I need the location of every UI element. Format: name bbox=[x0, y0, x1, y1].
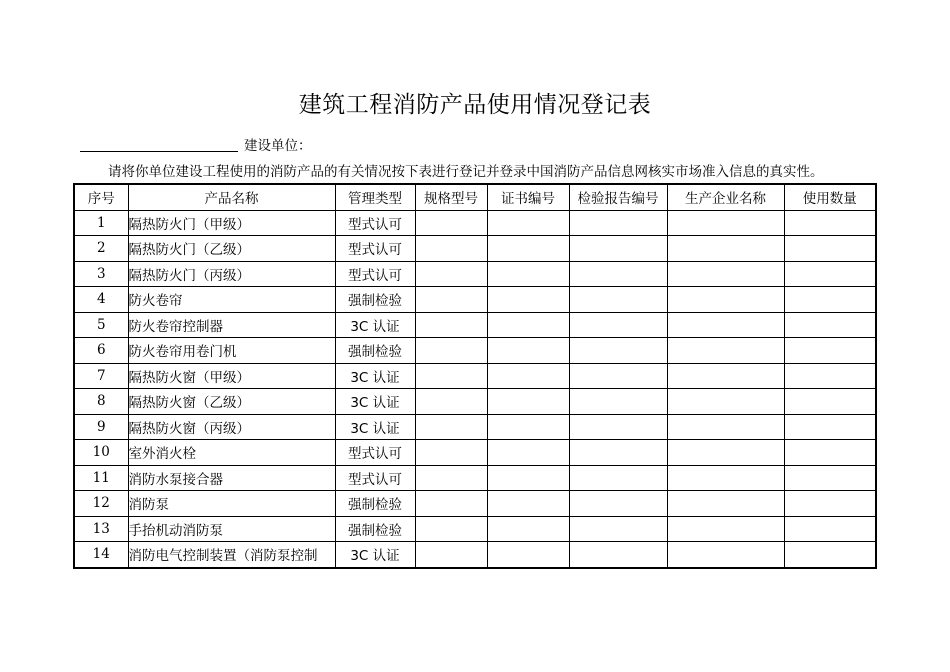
cell-serial-no: 7 bbox=[74, 363, 128, 389]
table-row bbox=[74, 338, 876, 364]
cell-product-name: 隔热防火窗（丙级） bbox=[128, 414, 335, 440]
cell-spec-model[interactable] bbox=[415, 389, 487, 415]
cell-test-report-no[interactable] bbox=[569, 491, 667, 517]
cell-certificate-no[interactable] bbox=[487, 465, 569, 491]
cell-certificate-no[interactable] bbox=[487, 516, 569, 542]
cell-certificate-no[interactable] bbox=[487, 363, 569, 389]
cell-quantity[interactable] bbox=[784, 261, 876, 287]
cell-serial-no: 6 bbox=[74, 338, 128, 364]
cell-product-name: 室外消火栓 bbox=[128, 440, 335, 466]
cell-quantity[interactable] bbox=[784, 414, 876, 440]
cell-quantity[interactable] bbox=[784, 440, 876, 466]
instruction-text: 请将你单位建设工程使用的消防产品的有关情况按下表进行登记并登录中国消防产品信息网核实市场准入信息的真实性。 bbox=[108, 164, 824, 180]
cell-spec-model[interactable] bbox=[415, 465, 487, 491]
cell-manufacturer[interactable] bbox=[667, 338, 784, 364]
cell-test-report-no[interactable] bbox=[569, 287, 667, 313]
cell-spec-model[interactable] bbox=[415, 516, 487, 542]
cell-test-report-no[interactable] bbox=[569, 542, 667, 568]
cell-serial-no: 4 bbox=[74, 287, 128, 313]
cell-management-type: 型式认可 bbox=[335, 261, 415, 287]
cell-management-type: 强制检验 bbox=[335, 287, 415, 313]
cell-spec-model[interactable] bbox=[415, 312, 487, 338]
cell-manufacturer[interactable] bbox=[667, 261, 784, 287]
cell-test-report-no[interactable] bbox=[569, 363, 667, 389]
cell-certificate-no[interactable] bbox=[487, 389, 569, 415]
cell-serial-no: 13 bbox=[74, 516, 128, 542]
cell-test-report-no[interactable] bbox=[569, 236, 667, 262]
cell-test-report-no[interactable] bbox=[569, 210, 667, 236]
table-row bbox=[74, 287, 876, 313]
cell-management-type: 型式认可 bbox=[335, 236, 415, 262]
cell-product-name: 隔热防火门（丙级） bbox=[128, 261, 335, 287]
cell-certificate-no[interactable] bbox=[487, 440, 569, 466]
cell-test-report-no[interactable] bbox=[569, 465, 667, 491]
cell-quantity[interactable] bbox=[784, 491, 876, 517]
cell-test-report-no[interactable] bbox=[569, 312, 667, 338]
header-manufacturer: 生产企业名称 bbox=[667, 184, 784, 210]
cell-certificate-no[interactable] bbox=[487, 414, 569, 440]
cell-management-type: 型式认可 bbox=[335, 440, 415, 466]
cell-product-name: 隔热防火窗（甲级） bbox=[128, 363, 335, 389]
header-certificate-no: 证书编号 bbox=[487, 184, 569, 210]
table-row bbox=[74, 389, 876, 415]
header-spec-model: 规格型号 bbox=[415, 184, 487, 210]
table-row bbox=[74, 363, 876, 389]
table-row bbox=[74, 465, 876, 491]
table-row bbox=[74, 312, 876, 338]
cell-manufacturer[interactable] bbox=[667, 312, 784, 338]
cell-serial-no: 11 bbox=[74, 465, 128, 491]
table-row bbox=[74, 491, 876, 517]
cell-manufacturer[interactable] bbox=[667, 236, 784, 262]
cell-product-name: 防火卷帘控制器 bbox=[128, 312, 335, 338]
cell-spec-model[interactable] bbox=[415, 440, 487, 466]
cell-quantity[interactable] bbox=[784, 210, 876, 236]
cell-manufacturer[interactable] bbox=[667, 210, 784, 236]
cell-management-type: 3C 认证 bbox=[335, 363, 415, 389]
cell-product-name: 隔热防火门（甲级） bbox=[128, 210, 335, 236]
cell-product-name: 隔热防火门（乙级） bbox=[128, 236, 335, 262]
cell-product-name: 消防泵 bbox=[128, 491, 335, 517]
cell-product-name: 手抬机动消防泵 bbox=[128, 516, 335, 542]
header-management-type: 管理类型 bbox=[335, 184, 415, 210]
cell-serial-no: 1 bbox=[74, 210, 128, 236]
cell-quantity[interactable] bbox=[784, 516, 876, 542]
cell-serial-no: 14 bbox=[74, 542, 128, 568]
cell-certificate-no[interactable] bbox=[487, 261, 569, 287]
page-title: 建筑工程消防产品使用情况登记表 bbox=[298, 92, 652, 118]
header-quantity: 使用数量 bbox=[784, 184, 876, 210]
table-row bbox=[74, 261, 876, 287]
cell-manufacturer[interactable] bbox=[667, 542, 784, 568]
cell-spec-model[interactable] bbox=[415, 210, 487, 236]
cell-manufacturer[interactable] bbox=[667, 491, 784, 517]
cell-test-report-no[interactable] bbox=[569, 338, 667, 364]
cell-manufacturer[interactable] bbox=[667, 363, 784, 389]
cell-spec-model[interactable] bbox=[415, 261, 487, 287]
cell-quantity[interactable] bbox=[784, 312, 876, 338]
header-test-report-no: 检验报告编号 bbox=[569, 184, 667, 210]
cell-serial-no: 12 bbox=[74, 491, 128, 517]
cell-spec-model[interactable] bbox=[415, 236, 487, 262]
cell-test-report-no[interactable] bbox=[569, 261, 667, 287]
cell-certificate-no[interactable] bbox=[487, 287, 569, 313]
cell-product-name: 隔热防火窗（乙级） bbox=[128, 389, 335, 415]
registration-table bbox=[73, 183, 877, 569]
cell-quantity[interactable] bbox=[784, 389, 876, 415]
cell-management-type: 强制检验 bbox=[335, 338, 415, 364]
table-row bbox=[74, 542, 876, 568]
cell-quantity[interactable] bbox=[784, 236, 876, 262]
cell-certificate-no[interactable] bbox=[487, 542, 569, 568]
cell-spec-model[interactable] bbox=[415, 414, 487, 440]
cell-certificate-no[interactable] bbox=[487, 210, 569, 236]
cell-quantity[interactable] bbox=[784, 287, 876, 313]
cell-serial-no: 3 bbox=[74, 261, 128, 287]
cell-test-report-no[interactable] bbox=[569, 389, 667, 415]
cell-quantity[interactable] bbox=[784, 338, 876, 364]
cell-serial-no: 8 bbox=[74, 389, 128, 415]
cell-serial-no: 5 bbox=[74, 312, 128, 338]
cell-spec-model[interactable] bbox=[415, 287, 487, 313]
cell-manufacturer[interactable] bbox=[667, 516, 784, 542]
construction-unit-label: 建设单位： bbox=[244, 138, 312, 154]
cell-management-type: 3C 认证 bbox=[335, 414, 415, 440]
cell-manufacturer[interactable] bbox=[667, 389, 784, 415]
cell-manufacturer[interactable] bbox=[667, 465, 784, 491]
table-row bbox=[74, 516, 876, 542]
cell-certificate-no[interactable] bbox=[487, 338, 569, 364]
cell-certificate-no[interactable] bbox=[487, 236, 569, 262]
cell-management-type: 强制检验 bbox=[335, 516, 415, 542]
cell-test-report-no[interactable] bbox=[569, 414, 667, 440]
table-header-row bbox=[74, 184, 876, 210]
cell-management-type: 型式认可 bbox=[335, 210, 415, 236]
cell-manufacturer[interactable] bbox=[667, 440, 784, 466]
cell-test-report-no[interactable] bbox=[569, 440, 667, 466]
cell-spec-model[interactable] bbox=[415, 491, 487, 517]
header-product-name: 产品名称 bbox=[128, 184, 335, 210]
cell-product-name: 消防水泵接合器 bbox=[128, 465, 335, 491]
cell-product-name: 消防电气控制装置（消防泵控制 bbox=[128, 542, 335, 568]
cell-manufacturer[interactable] bbox=[667, 287, 784, 313]
cell-serial-no: 10 bbox=[74, 440, 128, 466]
cell-spec-model[interactable] bbox=[415, 542, 487, 568]
cell-test-report-no[interactable] bbox=[569, 516, 667, 542]
unit-fill-line bbox=[80, 151, 238, 152]
cell-manufacturer[interactable] bbox=[667, 414, 784, 440]
cell-certificate-no[interactable] bbox=[487, 312, 569, 338]
cell-management-type: 型式认可 bbox=[335, 465, 415, 491]
cell-quantity[interactable] bbox=[784, 363, 876, 389]
table-row bbox=[74, 414, 876, 440]
header-serial-no: 序号 bbox=[74, 184, 128, 210]
cell-serial-no: 9 bbox=[74, 414, 128, 440]
table-row bbox=[74, 210, 876, 236]
table-row bbox=[74, 236, 876, 262]
table-row bbox=[74, 440, 876, 466]
cell-serial-no: 2 bbox=[74, 236, 128, 262]
cell-quantity[interactable] bbox=[784, 465, 876, 491]
cell-spec-model[interactable] bbox=[415, 363, 487, 389]
cell-product-name: 防火卷帘用卷门机 bbox=[128, 338, 335, 364]
cell-management-type: 3C 认证 bbox=[335, 542, 415, 568]
cell-management-type: 强制检验 bbox=[335, 491, 415, 517]
cell-quantity[interactable] bbox=[784, 542, 876, 568]
cell-spec-model[interactable] bbox=[415, 338, 487, 364]
cell-management-type: 3C 认证 bbox=[335, 312, 415, 338]
cell-management-type: 3C 认证 bbox=[335, 389, 415, 415]
cell-certificate-no[interactable] bbox=[487, 491, 569, 517]
cell-product-name: 防火卷帘 bbox=[128, 287, 335, 313]
